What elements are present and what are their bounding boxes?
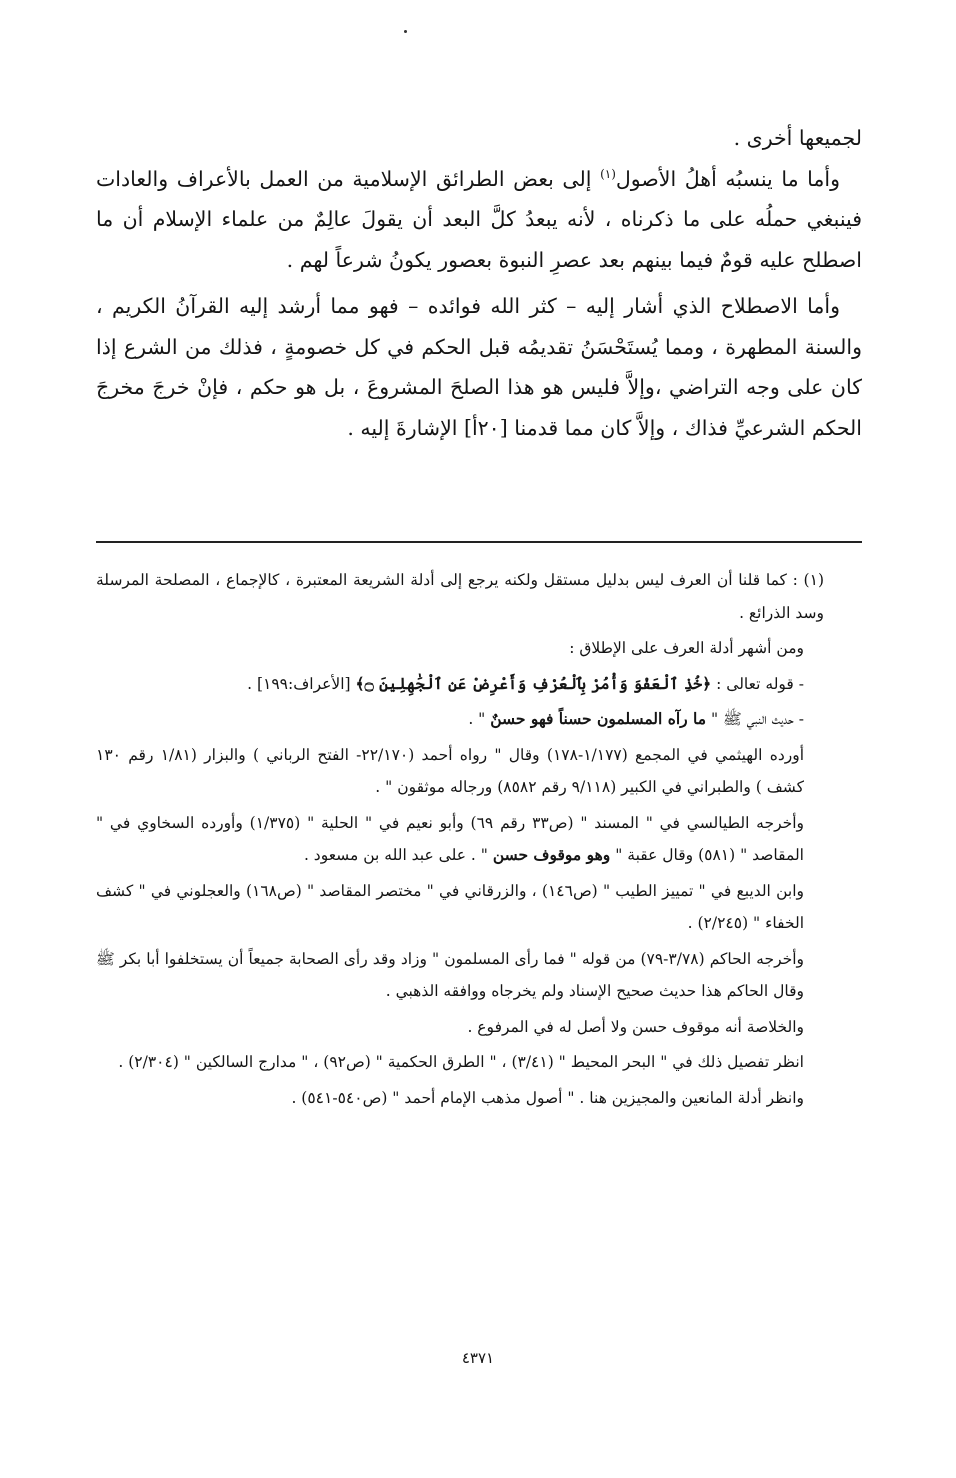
footnote-summary: والخلاصة أنه موقوف حسن ولا أصل له في المرفوع . xyxy=(467,1017,804,1036)
main-text xyxy=(96,118,862,448)
tayalisi-bold-verdict: وهو موقوف حسن xyxy=(492,845,611,864)
footnote-ibn-dayba: وابن الديبع في " تمييز الطيب " (ص١٤٦) ، والزرقاني في " مختصر المقاصد " (ص١٦٨) والعجلوني في " كشف الخفاء " (٢/٢٤٥) . xyxy=(96,881,804,932)
footnote-ref-1: (١) xyxy=(600,166,616,181)
hadith-text: ما رآه المسلمون حسناً فهو حسنٌ xyxy=(490,709,707,728)
paragraph-1-rest: إلى بعض الطرائق الإسلامية من العمل بالأعراف والعادات فينبغي حملُه على ما ذكرناه ، لأنه يبعدُ كلَّ البعد أن يقولَ عالِمٌ من علماء الإسلام أن ما اصطلح عليه قومٌ فيما بينهم بعد عصرِ النبوة بعصور يكونُ شرعاً لهم . xyxy=(96,166,862,272)
footnote-evidence-intro: ومن أشهر أدلة العرف على الإطلاق : xyxy=(569,639,804,657)
carryover-line: لجميعها أخرى . xyxy=(733,126,862,150)
paragraph-2: وأما الاصطلاح الذي أشار إليه – كثر الله فوائده – فهو مما أرشد إليه القرآنُ الكريم ، والسنة المطهرة ، ومما يُستَحْسَنُ تقديمُه قبل الحكم في كل خصومةٍ ، فذلك من الشرع إذا كان على وجه التراضي ،وإلاَّ فليس هو هذا الصلحَ المشروعَ ، بل هو حكم ، فإنْ خرجَ مخرجَ الحكم الشرعيِّ فذاك ، وإلاَّ كان مما قدمنا [٢٠أ] الإشارةَ إليه . xyxy=(96,294,862,440)
tayalisi-text-end: " . على عبد الله بن مسعود . xyxy=(303,846,493,864)
page-dot-mark xyxy=(404,30,407,33)
footnote-haythami: أورده الهيثمي في المجمع (١/١٧٧-١٧٨) وقال " رواه أحمد (٢٢/١٧٠- الفتح الرباني ) والبزار (١/٨١ رقم ١٣٠ كشف ) والطبراني في الكبير (٩/١١٨ رقم ٨٥٨٢) ورجاله موثقون " . xyxy=(96,745,805,796)
paragraph-1-start: وأما ما ينسبُه أهلُ الأصول xyxy=(615,166,840,191)
footnote-separator xyxy=(96,541,862,543)
hadith-intro: - حديث النبي ﷺ " xyxy=(706,710,804,728)
footnote-see-also: انظر تفصيل ذلك في " البحر المحيط " (٣/٤١) ، " الطرق الحكمية " (ص٩٢) ، " مدارج السالكين " (٢/٣٠٤) . xyxy=(118,1053,804,1071)
footnote-quran-verse xyxy=(96,668,824,701)
hadith-close: " . xyxy=(468,710,491,728)
verse-intro: - قوله تعالى : xyxy=(711,674,804,693)
page-number: ٤٣٧١ xyxy=(461,1349,495,1367)
verse-text: ﴿خُذِ ٱلْعَفْوَ وَأْمُرْ بِٱلْعُرْفِ وَأَعْرِضْ عَنِ ٱلْجَٰهِلِينَ ۝﴾ xyxy=(355,673,712,693)
footnote-opinions: وانظر أدلة المانعين والمجيزين هنا . " أصول مذهب الإمام أحمد " (ص٥٤٠-٥٤١) . xyxy=(291,1088,804,1107)
paragraph-1 xyxy=(96,159,862,281)
footnote-hakim: وأخرجه الحاكم (٣/٧٨-٧٩) من قوله " فما رأى المسلمون " وزاد وقد رأى الصحابة جميعاً أن يستخلفوا أبا بكر ﷺ وقال الحاكم هذا حديث صحيح الإسناد ولم يخرجاه ووافقه الذهبي . xyxy=(96,949,805,1000)
footnote-1: (١) : كما قلنا أن العرف ليس بدليل مستقل ولكنه يرجع إلى أدلة الشريعة المعتبرة ، كالإجماع ، المصلحة المرسلة وسد الذرائع . xyxy=(96,571,824,622)
footnote-hadith xyxy=(96,703,824,736)
footnotes xyxy=(96,564,824,1117)
tayalisi-text-start: وأخرجه الطيالسي في " المسند " (ص٣٣ رقم ٦٩) وأبو نعيم في " الحلية " (١/٣٧٥) وأورده السخاوي في " المقاصد " (٥٨١) وقال عقبة " xyxy=(96,813,805,864)
verse-reference: [الأعراف:١٩٩] . xyxy=(247,674,356,693)
footnote-tayalisi xyxy=(96,807,824,872)
